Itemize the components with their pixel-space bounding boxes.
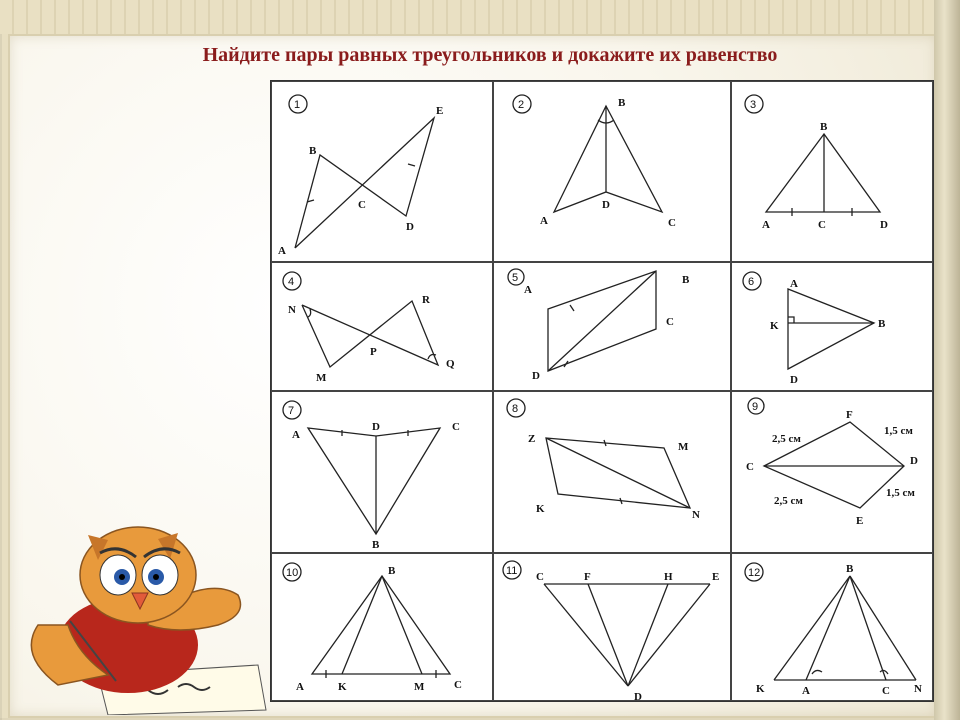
vertex-label: C [746, 461, 754, 473]
problem-number: 8 [512, 403, 519, 415]
problem-number: 3 [750, 99, 757, 111]
problem-number: 10 [286, 567, 299, 579]
problem-5 [493, 262, 731, 391]
vertex-label: M [678, 441, 689, 453]
problem-number: 4 [288, 276, 295, 288]
problem-number: 11 [506, 565, 518, 577]
vertex-label: D [634, 691, 642, 702]
problems-grid [270, 80, 934, 702]
vertex-label: B [846, 563, 854, 575]
vertex-label: A [540, 215, 548, 227]
problem-number: 5 [512, 272, 519, 284]
problem-6 [731, 262, 933, 391]
problem-1 [271, 81, 493, 262]
side-measure: 1,5 см [884, 425, 913, 437]
vertex-label: P [370, 346, 377, 358]
vertex-label: C [454, 679, 462, 691]
vertex-label: A [802, 685, 810, 697]
frame-top-edge [0, 0, 960, 34]
vertex-label: K [756, 683, 765, 695]
vertex-label: B [309, 145, 317, 157]
vertex-label: C [882, 685, 890, 697]
owl-mascot-illustration [8, 505, 268, 715]
vertex-label: M [414, 681, 425, 693]
problem-number: 7 [288, 405, 295, 417]
vertex-label: D [880, 219, 888, 231]
vertex-label: A [296, 681, 304, 693]
vertex-label: B [372, 539, 380, 551]
problem-12 [731, 553, 933, 701]
vertex-label: D [532, 370, 540, 382]
vertex-label: D [602, 199, 610, 211]
vertex-label: A [278, 245, 286, 257]
vertex-label: D [406, 221, 414, 233]
problem-3 [731, 81, 933, 262]
side-measure: 2,5 см [772, 433, 801, 445]
problem-7 [271, 391, 493, 553]
vertex-label: N [288, 304, 296, 316]
vertex-label: R [422, 294, 430, 306]
problem-number: 12 [748, 567, 761, 579]
problem-10 [271, 553, 493, 701]
vertex-label: N [914, 683, 922, 695]
vertex-label: K [338, 681, 347, 693]
problem-11 [493, 553, 731, 701]
vertex-label: Q [446, 358, 455, 370]
vertex-label: N [692, 509, 700, 521]
vertex-label: H [664, 571, 673, 583]
vertex-label: F [846, 409, 853, 421]
vertex-label: A [292, 429, 300, 441]
vertex-label: K [536, 503, 545, 515]
vertex-label: A [762, 219, 770, 231]
vertex-label: A [790, 278, 798, 290]
vertex-label: C [668, 217, 676, 229]
vertex-label: B [618, 97, 626, 109]
vertex-label: D [790, 374, 798, 386]
problem-4 [271, 262, 493, 391]
vertex-label: E [436, 105, 444, 117]
vertex-label: B [820, 121, 828, 133]
vertex-label: D [372, 421, 380, 433]
problem-2 [493, 81, 731, 262]
frame-right-edge [934, 0, 960, 720]
problem-number: 6 [748, 276, 755, 288]
problem-number: 2 [518, 99, 525, 111]
vertex-label: E [712, 571, 720, 583]
problem-9 [731, 391, 933, 553]
vertex-label: B [878, 318, 886, 330]
vertex-label: E [856, 515, 864, 527]
problem-number: 1 [294, 99, 301, 111]
vertex-label: B [388, 565, 396, 577]
vertex-label: D [910, 455, 918, 467]
problem-8 [493, 391, 731, 553]
vertex-label: C [666, 316, 674, 328]
vertex-label: K [770, 320, 779, 332]
vertex-label: C [452, 421, 460, 433]
vertex-label: B [682, 274, 690, 286]
vertex-label: Z [528, 433, 536, 445]
vertex-label: A [524, 284, 532, 296]
vertex-label: C [536, 571, 544, 583]
side-measure: 1,5 см [886, 487, 915, 499]
side-measure: 2,5 см [774, 495, 803, 507]
page-title: Найдите пары равных треугольников и докажите их равенство [202, 44, 778, 66]
vertex-label: F [584, 571, 591, 583]
vertex-label: M [316, 372, 327, 384]
problem-number: 9 [752, 401, 759, 413]
vertex-label: C [358, 199, 366, 211]
vertex-label: C [818, 219, 826, 231]
